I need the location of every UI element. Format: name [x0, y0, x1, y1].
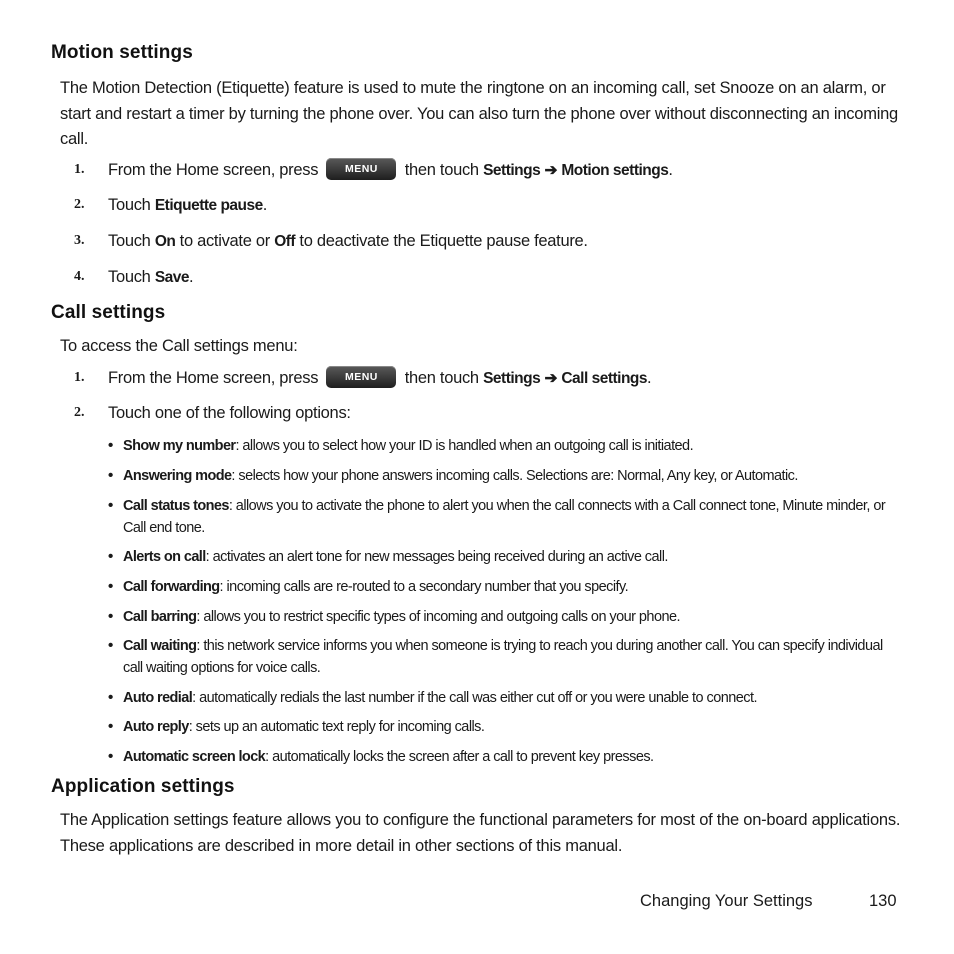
- call-step-2: [0, 400, 954, 426]
- motion-step-2: [0, 192, 954, 218]
- bullet-icon: •: [108, 578, 114, 595]
- bullet-icon: •: [108, 689, 114, 706]
- menu-key-icon: MENU: [326, 366, 396, 388]
- list-item-text: [123, 465, 903, 487]
- option-description: : automatically locks the screen after a call to prevent key presses.: [265, 749, 654, 765]
- menu-path-call-settings: Call settings: [561, 370, 648, 387]
- motion-step-1: [0, 157, 954, 183]
- step-text-post: to deactivate the Etiquette pause feature.: [299, 232, 588, 250]
- menu-path-settings: Settings: [483, 162, 541, 179]
- step-text-end: .: [647, 369, 652, 387]
- option-description: : allows you to restrict specific types of incoming and outgoing calls on your phone.: [196, 609, 680, 625]
- application-settings-intro: The Application settings feature allows you to configure the functional parameters for most of the on-board applications. These applications are described in more detail in other sections of this manual.: [60, 811, 901, 855]
- list-item-text: [123, 546, 903, 568]
- option-term: Automatic screen lock: [123, 749, 266, 765]
- list-item-text: [123, 716, 903, 738]
- option-description: : selects how your phone answers incoming calls. Selections are: Normal, Any key, or Automatic.: [231, 468, 798, 484]
- option-on: On: [154, 233, 176, 250]
- step-text-pre: From the Home screen, press: [108, 369, 319, 387]
- list-item-text: [123, 435, 903, 457]
- step-text-mid: to activate or: [179, 232, 270, 250]
- option-description: : automatically redials the last number if the call was either cut off or you were unable to connect.: [192, 690, 757, 706]
- option-term: Alerts on call: [123, 549, 206, 565]
- option-description: : sets up an automatic text reply for incoming calls.: [188, 719, 485, 735]
- step-text: Touch one of the following options:: [108, 404, 351, 422]
- option-term: Auto redial: [123, 690, 193, 706]
- option-off: Off: [274, 233, 296, 250]
- arrow-right-icon: ➔: [544, 370, 558, 387]
- menu-path-settings: Settings: [483, 370, 541, 387]
- list-item-text: [123, 635, 903, 679]
- option-save: Save: [154, 269, 190, 286]
- step-text-end: .: [668, 161, 673, 179]
- step-text: [108, 365, 651, 392]
- list-item-text: [123, 687, 903, 709]
- step-text-pre: Touch: [108, 268, 151, 286]
- list-item-text: [123, 606, 903, 628]
- bullet-icon: •: [108, 718, 114, 735]
- call-settings-intro: To access the Call settings menu:: [60, 337, 298, 355]
- list-item-text: [123, 746, 903, 768]
- step-text-end: .: [189, 268, 194, 286]
- call-settings-heading: Call settings: [51, 302, 166, 323]
- page-number: 130: [869, 892, 897, 910]
- option-term: Call barring: [123, 609, 197, 625]
- step-text-pre: Touch: [108, 232, 151, 250]
- footer-chapter-title: Changing Your Settings: [640, 892, 813, 910]
- step-number: 2.: [74, 405, 85, 420]
- bullet-icon: •: [108, 608, 114, 625]
- option-term: Call waiting: [123, 638, 197, 654]
- option-description: : allows you to select how your ID is handled when an outgoing call is initiated.: [235, 438, 694, 454]
- bullet-icon: •: [108, 497, 114, 514]
- option-description: : incoming calls are re-routed to a secondary number that you specify.: [219, 579, 629, 595]
- step-number: 4.: [74, 269, 85, 284]
- menu-key-icon: MENU: [326, 158, 396, 180]
- bullet-icon: •: [108, 437, 114, 454]
- option-description: : allows you to activate the phone to alert you when the call connects with a Call connect tone, Minute minder, or Call end tone.: [123, 498, 886, 536]
- option-description: : this network service informs you when someone is trying to reach you during another call. You can specify individual call waiting options for voice calls.: [123, 638, 883, 676]
- step-number: 1.: [74, 162, 85, 177]
- application-settings-heading: Application settings: [51, 776, 235, 797]
- step-text: [108, 192, 267, 219]
- list-item-text: [123, 576, 903, 598]
- bullet-icon: •: [108, 748, 114, 765]
- step-text: [108, 228, 588, 255]
- option-description: : activates an alert tone for new messages being received during an active call.: [205, 549, 668, 565]
- step-text: [108, 157, 673, 184]
- step-text-mid: then touch: [404, 369, 479, 387]
- motion-step-3: [0, 228, 954, 254]
- bullet-icon: •: [108, 548, 114, 565]
- step-text-end: .: [262, 196, 268, 214]
- step-text-pre: Touch: [108, 196, 151, 214]
- list-item-text: [123, 495, 903, 539]
- option-term: Call status tones: [123, 498, 229, 514]
- option-etiquette-pause: Etiquette pause: [154, 197, 263, 214]
- step-number: 2.: [74, 197, 85, 212]
- menu-path-motion-settings: Motion settings: [561, 162, 669, 179]
- option-term: Answering mode: [123, 468, 232, 484]
- step-number: 1.: [74, 370, 85, 385]
- step-number: 3.: [74, 233, 85, 248]
- arrow-right-icon: ➔: [544, 162, 558, 179]
- bullet-icon: •: [108, 467, 114, 484]
- option-term: Show my number: [123, 438, 236, 454]
- option-term: Auto reply: [123, 719, 189, 735]
- option-term: Call forwarding: [123, 579, 220, 595]
- motion-settings-intro: The Motion Detection (Etiquette) feature is used to mute the ringtone on an incoming call, set Snooze on an alarm, or start and restart a timer by turning the phone over. You can also turn the phone over without disconnecting an incoming call.: [60, 79, 898, 148]
- step-text-mid: then touch: [404, 161, 479, 179]
- motion-settings-heading: Motion settings: [51, 42, 193, 63]
- bullet-icon: •: [108, 637, 114, 654]
- call-step-1: [0, 365, 954, 391]
- motion-step-4: [0, 264, 954, 290]
- step-text-pre: From the Home screen, press: [108, 161, 319, 179]
- step-text: [108, 264, 193, 291]
